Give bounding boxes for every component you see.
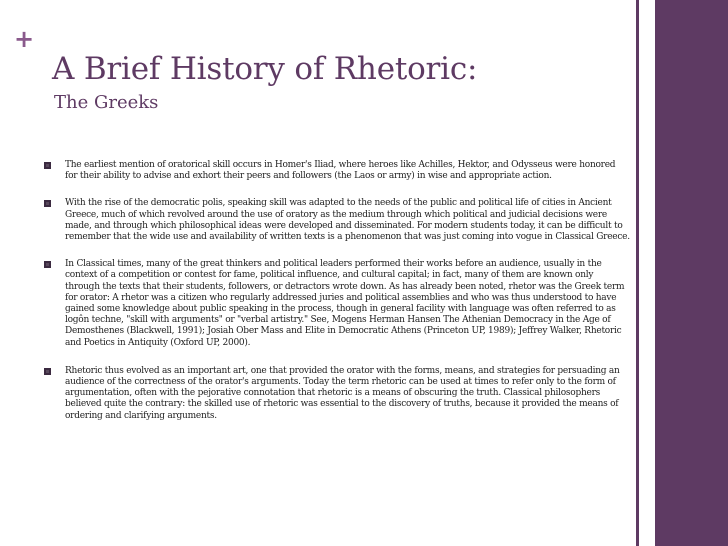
bullet-item (44, 198, 630, 243)
square-bullet-icon (44, 261, 52, 268)
plus-icon: + (14, 25, 35, 53)
decorative-thick-bar (655, 0, 728, 546)
slide-subtitle: The Greeks (54, 92, 159, 113)
bullet-text: The earliest mention of oratorical skill occurs in Homer's Iliad, where heroes like Achilles, Hektor, and Odysseus were honored for their ability to advise and exhort their peers and followers (the Laos or army) in wise and appropriate action. (65, 160, 616, 182)
bullet-text: With the rise of the democratic polis, speaking skill was adapted to the needs of the public and political life of cities in Ancient Greece, much of which revolved around the use of oratory as the medium through which political and judicial decisions were made, and through which philosophical ideas were developed and disseminated. For modern students today, it can be difficult to remember that the wide use and availability of written texts is a phenomenon that was just coming into vogue in Classical Greece. (65, 198, 630, 243)
bullet-list (44, 160, 630, 422)
bullet-text: Rhetoric thus evolved as an important art, one that provided the orator with the forms, means, and strategies for persuading an audience of the correctness of the orator's arguments. Today the term rhetoric can be used at times to refer only to the form of argumentation, often with the pejorative connotation that rhetoric is a means of obscuring the truth. Classical philosophers believed quite the contrary: the skilled use of rhetoric was essential to the discovery of truths, because it provided the means of ordering and clarifying arguments. (65, 365, 620, 421)
slide-title: A Brief History of Rhetoric: (52, 51, 478, 87)
bullet-item (44, 259, 630, 349)
bullet-item (44, 160, 630, 182)
square-bullet-icon (44, 200, 52, 207)
bullet-text: In Classical times, many of the great thinkers and political leaders performed their works before an audience, usually in the context of a competition or contest for fame, political influence, and cultural capital; in fact, many of them are known only through the texts that their students, followers, or detractors wrote down. As has already been noted, rhetor was the Greek term for orator: A rhetor was a citizen who regularly addressed juries and political assemblies and who was thus understood to have gained some knowledge about public speaking in the process, though in general facility with language was often referred to as logôn techne, "skill with arguments" or "verbal artistry." See, Mogens Herman Hansen The Athenian Democracy in the Age of Demosthenes (Blackwell, 1991); Josiah Ober Mass and Elite in Democratic Athens (Princeton UP, 1989); Jeffrey Walker, Rhetoric and Poetics in Antiquity (Oxford UP, 2000). (65, 259, 625, 348)
square-bullet-icon (44, 162, 52, 169)
decorative-thin-bar (636, 0, 639, 546)
bullet-item (44, 366, 630, 422)
square-bullet-icon (44, 368, 52, 375)
